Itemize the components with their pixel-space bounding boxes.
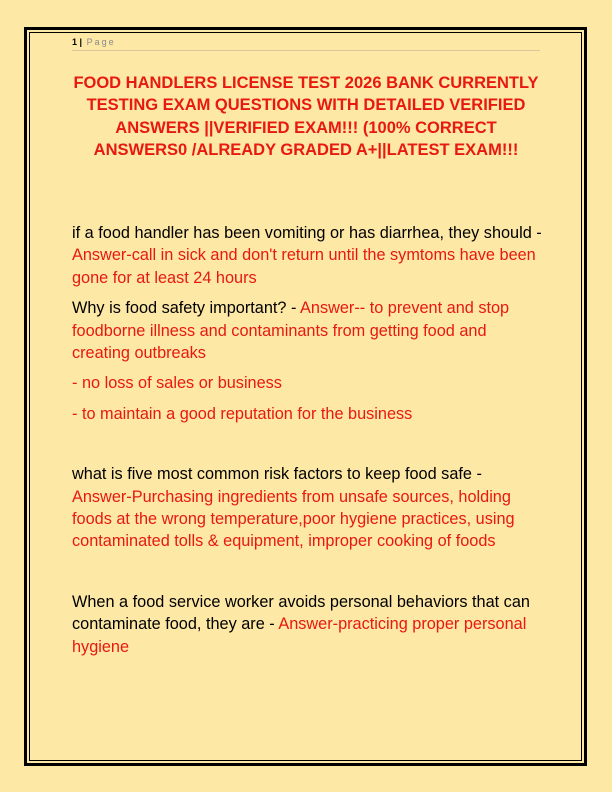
qa-item-1 [72,222,542,289]
answer-text: Answer-practicing proper personal hygiene [72,615,527,656]
question-text: When a food service worker avoids personal behaviors that can contaminate food, they are - [72,592,530,634]
page-number: 1 [72,37,78,47]
qa-item-3 [72,463,542,553]
answer-extra-2: - to maintain a good reputation for the business [72,404,413,423]
page-header [72,37,540,51]
answer-text: Answer-Purchasing ingredients from unsafe sources, holding foods at the wrong temperature,poor hygiene practices, using contaminated tolls & equipment, improper cooking of foods [72,487,515,551]
page-label: Page [86,37,116,47]
qa-item-4 [72,591,542,658]
answer-text: Answer-call in sick and don't return until the symtoms have been gone for at least 24 hours [72,246,536,287]
answer-text: Answer-- to prevent and stop foodborne illness and contaminants from getting food and creating outbreaks [72,299,510,363]
question-text: if a food handler has been vomiting or has diarrhea, they should - [72,224,542,242]
page-separator: | [79,37,83,47]
answer-extra-1: - no loss of sales or business [72,374,282,393]
qa-item-2 [72,297,542,364]
question-text: what is five most common risk factors to keep food safe - [72,465,482,484]
qa-content [72,222,542,658]
question-text: Why is food safety important? - [72,299,301,318]
document-title: FOOD HANDLERS LICENSE TEST 2026 BANK CURRENTLY TESTING EXAM QUESTIONS WITH DETAILED VERIFIED ANSWERS ||VERIFIED EXAM!!! (100% CORRECT ANSWERS0 /ALREADY GRADED A+||LATEST EXAM!!! [73,74,539,159]
